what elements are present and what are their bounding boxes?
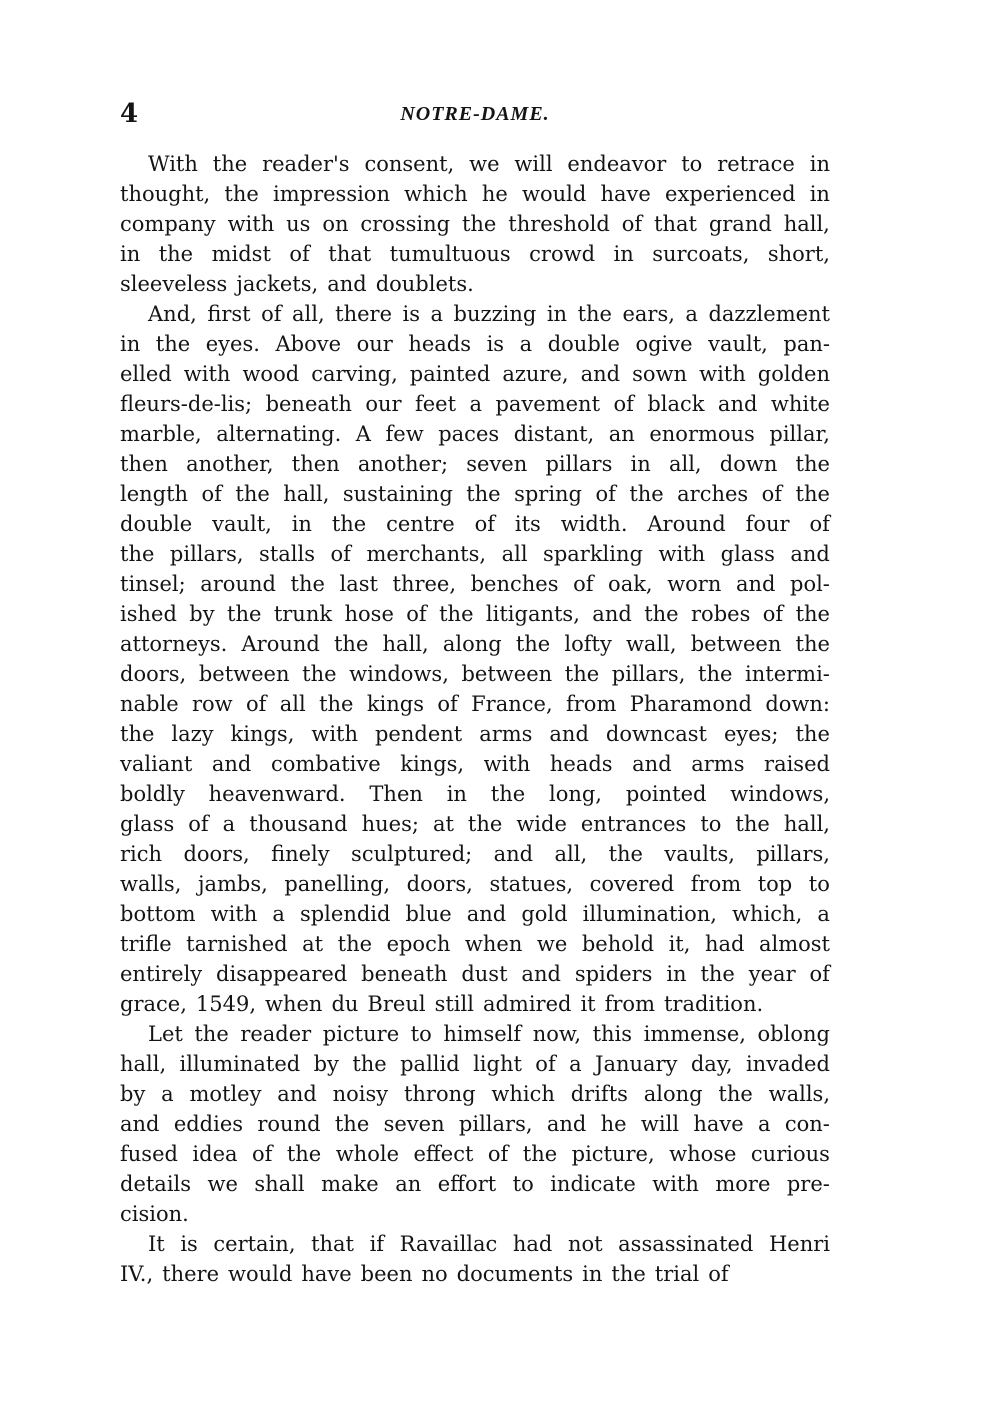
- book-title: NOTRE-DAME.: [400, 103, 550, 125]
- text-line: hall, illuminated by the pallid light of a January day, invaded: [120, 1052, 830, 1076]
- text-line: length of the hall, sustaining the spring of the arches of the: [120, 482, 830, 506]
- text-line: fleurs-de-lis; beneath our feet a pavement of black and white: [120, 392, 830, 416]
- text-line: and eddies round the seven pillars, and he will have a con-: [120, 1112, 830, 1136]
- text-line: bottom with a splendid blue and gold illumination, which, a: [120, 902, 830, 926]
- text-line: Let the reader picture to himself now, this immense, oblong: [148, 1022, 830, 1046]
- text-line: nable row of all the kings of France, from Pharamond down:: [120, 692, 830, 716]
- running-head: [120, 96, 830, 132]
- paragraph: [120, 1019, 830, 1229]
- text-line: tinsel; around the last three, benches of oak, worn and pol-: [120, 572, 830, 596]
- text-line: details we shall make an effort to indicate with more pre-: [120, 1172, 830, 1196]
- paragraph: [120, 149, 830, 299]
- text-line: trifle tarnished at the epoch when we behold it, had almost: [120, 932, 830, 956]
- text-line: doors, between the windows, between the pillars, the intermi-: [120, 662, 830, 686]
- text-line: entirely disappeared beneath dust and spiders in the year of: [120, 962, 830, 986]
- text-line: marble, alternating. A few paces distant, an enormous pillar,: [120, 422, 830, 446]
- text-line: in the eyes. Above our heads is a double ogive vault, pan-: [120, 332, 830, 356]
- text-line: glass of a thousand hues; at the wide entrances to the hall,: [120, 812, 830, 836]
- text-line: rich doors, finely sculptured; and all, the vaults, pillars,: [120, 842, 830, 866]
- text-line: valiant and combative kings, with heads and arms raised: [120, 752, 830, 776]
- text-line: With the reader's consent, we will endeavor to retrace in: [148, 152, 830, 176]
- text-line: attorneys. Around the hall, along the lofty wall, between the: [120, 632, 830, 656]
- page-number: 4: [120, 99, 139, 129]
- text-line: boldly heavenward. Then in the long, pointed windows,: [120, 782, 830, 806]
- paragraph: [120, 299, 830, 1019]
- text-line: thought, the impression which he would have experienced in: [120, 182, 830, 206]
- text-line: company with us on crossing the threshold of that grand hall,: [120, 212, 830, 236]
- text-line: in the midst of that tumultuous crowd in surcoats, short,: [120, 242, 830, 266]
- text-line: then another, then another; seven pillars in all, down the: [120, 452, 830, 476]
- text-line: IV., there would have been no documents in the trial of: [120, 1262, 729, 1286]
- text-line: fused idea of the whole effect of the picture, whose curious: [120, 1142, 830, 1166]
- text-line: ished by the trunk hose of the litigants, and the robes of the: [120, 602, 830, 626]
- text-line: walls, jambs, panelling, doors, statues, covered from top to: [120, 872, 830, 896]
- text-line: double vault, in the centre of its width. Around four of: [120, 512, 830, 536]
- body-text: [120, 149, 830, 1289]
- text-line: And, first of all, there is a buzzing in the ears, a dazzlement: [148, 302, 830, 326]
- text-line: It is certain, that if Ravaillac had not assassinated Henri: [148, 1232, 830, 1256]
- text-line: by a motley and noisy throng which drifts along the walls,: [120, 1082, 830, 1106]
- text-line: cision.: [120, 1202, 189, 1226]
- text-line: grace, 1549, when du Breul still admired it from tradition.: [120, 992, 764, 1016]
- text-line: sleeveless jackets, and doublets.: [120, 272, 474, 296]
- text-line: elled with wood carving, painted azure, and sown with golden: [120, 362, 830, 386]
- text-line: the pillars, stalls of merchants, all sparkling with glass and: [120, 542, 830, 566]
- paragraph: [120, 1229, 830, 1289]
- text-line: the lazy kings, with pendent arms and downcast eyes; the: [120, 722, 830, 746]
